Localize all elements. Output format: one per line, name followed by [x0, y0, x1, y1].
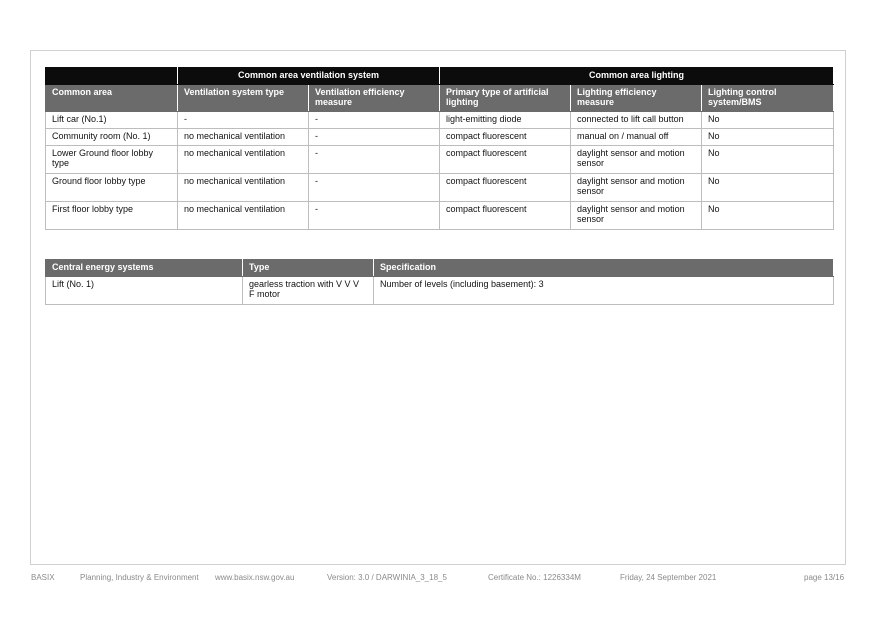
table-cell: Ground floor lobby type — [46, 174, 178, 202]
column-header: Lighting control system/BMS — [702, 85, 834, 112]
table-cell: no mechanical ventilation — [178, 129, 309, 146]
footer-brand: BASIX — [31, 573, 55, 582]
table-header-row — [46, 260, 834, 277]
table-cell: - — [309, 146, 440, 174]
ventilation-lighting-table — [45, 67, 834, 230]
footer-website-link[interactable]: www.basix.nsw.gov.au — [215, 573, 295, 582]
table-cell: Lift (No. 1) — [46, 277, 243, 305]
table-cell: daylight sensor and motion sensor — [571, 174, 702, 202]
table-row — [46, 129, 834, 146]
table-cell: No — [702, 112, 834, 129]
table-cell: No — [702, 174, 834, 202]
footer-department: Planning, Industry & Environment — [80, 573, 199, 582]
footer-version: Version: 3.0 / DARWINIA_3_18_5 — [327, 573, 447, 582]
table-cell: Number of levels (including basement): 3 — [374, 277, 834, 305]
table-row — [46, 202, 834, 230]
table-cell: no mechanical ventilation — [178, 146, 309, 174]
table-cell: daylight sensor and motion sensor — [571, 146, 702, 174]
table-cell: First floor lobby type — [46, 202, 178, 230]
table-cell: Lower Ground floor lobby type — [46, 146, 178, 174]
ventilation-group-header: Common area ventilation system — [178, 68, 440, 85]
table-cell: gearless traction with V V V F motor — [243, 277, 374, 305]
footer-date: Friday, 24 September 2021 — [620, 573, 717, 582]
table-row — [46, 277, 834, 305]
column-header: Type — [243, 260, 374, 277]
table-cell: Community room (No. 1) — [46, 129, 178, 146]
table-cell: No — [702, 129, 834, 146]
table-cell: no mechanical ventilation — [178, 174, 309, 202]
table-row — [46, 112, 834, 129]
table-row — [46, 146, 834, 174]
table-cell: compact fluorescent — [440, 146, 571, 174]
column-header: Central energy systems — [46, 260, 243, 277]
footer-certificate: Certificate No.: 1226334M — [488, 573, 581, 582]
table-cell: No — [702, 146, 834, 174]
table-group-header-row — [46, 68, 834, 85]
table-cell: light-emitting diode — [440, 112, 571, 129]
table-cell: compact fluorescent — [440, 129, 571, 146]
table-cell: - — [309, 202, 440, 230]
table-cell: Lift car (No.1) — [46, 112, 178, 129]
central-energy-table — [45, 259, 834, 305]
column-header: Lighting efficiency measure — [571, 85, 702, 112]
column-header: Ventilation efficiency measure — [309, 85, 440, 112]
table-cell: manual on / manual off — [571, 129, 702, 146]
column-header: Specification — [374, 260, 834, 277]
table-cell: no mechanical ventilation — [178, 202, 309, 230]
table-cell: connected to lift call button — [571, 112, 702, 129]
table-cell: compact fluorescent — [440, 174, 571, 202]
table-row — [46, 174, 834, 202]
table-cell: compact fluorescent — [440, 202, 571, 230]
table-cell: No — [702, 202, 834, 230]
table-cell: - — [178, 112, 309, 129]
footer-page-number: page 13/16 — [804, 573, 845, 582]
document-page — [30, 50, 846, 565]
column-header: Common area — [46, 85, 178, 112]
table-cell: - — [309, 174, 440, 202]
table-cell: - — [309, 129, 440, 146]
table-cell: daylight sensor and motion sensor — [571, 202, 702, 230]
column-header: Primary type of artificial lighting — [440, 85, 571, 112]
lighting-group-header: Common area lighting — [440, 68, 834, 85]
table-header-row — [46, 85, 834, 112]
table-cell: - — [309, 112, 440, 129]
column-header: Ventilation system type — [178, 85, 309, 112]
blank-group-header — [46, 68, 178, 85]
